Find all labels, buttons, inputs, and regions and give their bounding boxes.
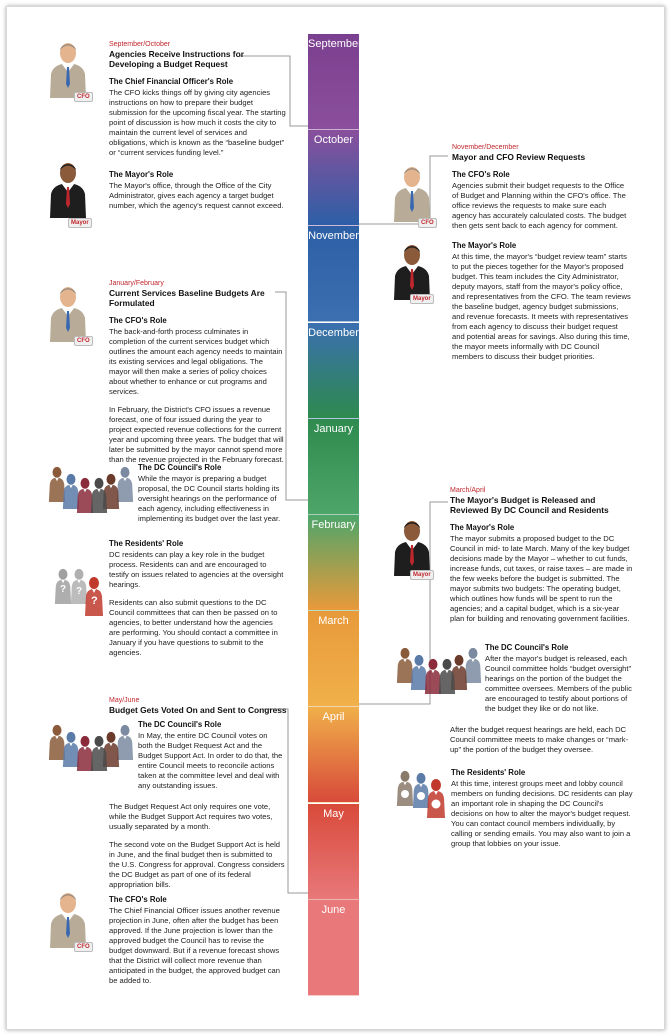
role-text: DC residents can play a key role in the budget process. Residents can and are encouraged to testify on issues related to agencies at the oversight hearings. <box>109 550 284 589</box>
residents-block-jan-feb <box>109 539 285 658</box>
month-december: December <box>308 323 359 419</box>
council-more-may-jun <box>109 801 285 890</box>
month-january: January <box>308 419 359 515</box>
role-text: The Chief Financial Officer issues another revenue projection in June, often after the budget has been approved. If the June projection is lower than the approved budget the Council has to revise the budget downward. But if a revenue forecast shows that the District will collect more revenue than anticipated in the budget, the approved budget can be added to. <box>109 906 280 985</box>
role-text: The back-and-forth process culminates in completion of the current services budget which outlines the amount each agency needs to maintain its existing services and legal obligations. The mayor will then make a series of policy choices about whether to enhance or cut programs and services. <box>109 327 283 396</box>
month-march: March <box>308 611 359 707</box>
council-group-figure <box>48 462 136 514</box>
role-text: Agencies submit their budget requests to the Office of Budget and Planning within the CFO's office. The office reviews the requests to make sure each agency has accurately calculated costs. The budget then gets sent back to each agency for comment. <box>452 181 627 230</box>
role-text: In February, the District's CFO issues a revenue forecast, one of four issued during the year to project expected revenue collections for the current year and upcoming three years. The budget that will later be submitted by the mayor cannot spend more than the revenue projected in the February forecast. <box>109 405 284 464</box>
role-heading: The Mayor's Role <box>452 241 517 250</box>
svg-text:?: ? <box>76 586 83 597</box>
mayor-figure <box>392 244 434 304</box>
section-title: Current Services Baseline Budgets Are Formulated <box>109 288 265 308</box>
section-date: November/December <box>452 144 519 151</box>
cfo-block-may-jun <box>109 895 284 986</box>
section-sep-oct <box>109 40 287 211</box>
cfo-person-icon <box>48 42 88 98</box>
residents-question-icon <box>52 566 108 616</box>
council-block-mar-apr <box>485 643 635 714</box>
month-april: April <box>308 707 359 803</box>
role-text: The mayor submits a proposed budget to the DC Council in mid- to late March. Many of the key budget decisions made by the Mayor – whether to cut funds, increase funds, cut taxes, or raise taxes – are made in the few weeks before the budget is submitted. The mayor submits two budgets: The operating budget, which outlines how funds will be spent to run the agencies; and a capital budget, which is a six-year plan for building and renovating government facilities. <box>450 534 633 623</box>
month-timeline <box>308 34 362 996</box>
role-text: At this time, interest groups meet and lobby council members on funding decisions. DC residents can play an important role in shaping the DC Council's decisions on how to alter the mayor's budget request. You can contact council members individually, by calling or sending emails. You may also want to join a group that lobbies on your issue. <box>451 779 633 848</box>
role-heading: The Residents' Role <box>451 768 526 777</box>
section-mar-apr <box>450 486 635 624</box>
role-heading: The DC Council's Role <box>485 643 569 652</box>
mayor-figure <box>48 162 90 226</box>
month-october: October <box>308 130 359 226</box>
section-date: January/February <box>109 280 164 287</box>
role-heading: The DC Council's Role <box>138 720 222 729</box>
section-nov-dec <box>452 143 632 362</box>
month-february: February <box>308 515 359 611</box>
cfo-badge: CFO <box>74 92 93 102</box>
month-november: November <box>308 226 359 322</box>
mayor-person-icon <box>48 162 88 218</box>
council-group-icon <box>48 720 136 772</box>
council-group-figure <box>48 720 136 772</box>
residents-block-mar-apr <box>451 768 635 849</box>
mayor-badge: Mayor <box>410 294 434 304</box>
section-title: The Mayor's Budget is Released and Reviewed By DC Council and Residents <box>450 495 609 515</box>
role-text: While the mayor is preparing a budget proposal, the DC Council starts holding its oversight hearings on the performance of each agency, including effectiveness in implementing its budget over the last year. <box>138 474 281 523</box>
role-text: At this time, the mayor's “budget review team” starts to put the pieces together for the Mayor's proposed budget. This team includes the City Administrator, deputy mayors, staff from the mayor's policy office, and representatives from the CFO. The team reviews the baseline budget, agency budget submissions, and revenue forecasts. It meets with representatives from each agency to discuss their budget request and potential areas for savings. Also during this time, the mayor meets informally with DC Council members to discuss their budget priorities. <box>452 252 631 361</box>
residents-group-figure <box>394 768 450 818</box>
mayor-person-icon <box>392 244 432 300</box>
role-text: Residents can also submit questions to the DC Council committees that can then be passed on to agencies, to better understand how the agencies are performing. You should contact a committee in January if you have questions to submit to the agencies. <box>109 598 278 657</box>
role-heading: The CFO's Role <box>452 170 510 179</box>
role-heading: The Chief Financial Officer's Role <box>109 77 234 86</box>
council-group-icon <box>48 462 136 514</box>
role-heading: The Mayor's Role <box>450 523 515 532</box>
month-may: May <box>308 804 359 900</box>
section-jan-feb <box>109 279 284 465</box>
cfo-figure <box>48 892 90 952</box>
mayor-person-icon <box>392 520 432 576</box>
mayor-figure <box>392 520 434 580</box>
residents-group-figure <box>52 566 108 616</box>
svg-text:?: ? <box>91 595 98 607</box>
month-june: June <box>308 900 359 996</box>
cfo-badge: CFO <box>74 942 93 952</box>
council-after-mar-apr <box>450 724 635 755</box>
role-heading: The CFO's Role <box>109 316 167 325</box>
section-title: Mayor and CFO Review Requests <box>452 152 586 162</box>
role-heading: The CFO's Role <box>109 895 167 904</box>
role-text: The second vote on the Budget Support Act is held in June, and the final budget then is submitted to the U.S. Congress for approval. Congress considers the DC Budget as part of one of its federal appropriation bills. <box>109 840 285 889</box>
section-title: Budget Gets Voted On and Sent to Congress <box>109 705 287 715</box>
section-date: May/June <box>109 697 140 704</box>
role-heading: The Residents' Role <box>109 539 184 548</box>
section-title: Agencies Receive Instructions for Developing a Budget Request <box>109 49 244 69</box>
cfo-figure <box>48 286 90 346</box>
role-heading: The DC Council's Role <box>138 463 222 472</box>
role-text: The Budget Request Act only requires one vote, while the Budget Support Act requires two votes, usually separated by a month. <box>109 802 273 831</box>
role-text: After the mayor's budget is released, each Council committee holds “budget oversight” hearings on the portion of the budget the committee oversees. Members of the public are encouraged to testify about portions of the budget they like or do not like. <box>485 654 632 713</box>
role-text: The CFO kicks things off by giving city agencies instructions on how to prepare their budget submission for the upcoming fiscal year. The starting point of discussion is how much it costs the city to maintain the current level of services and obligations, which is known as the “baseline budget” or “current services funding level.” <box>109 88 286 157</box>
role-text: The Mayor's office, through the Office of the City Administrator, gives each agency a target budget number, which the agency's request cannot exceed. <box>109 181 284 210</box>
cfo-person-icon <box>392 166 432 222</box>
section-date: March/April <box>450 487 486 494</box>
cfo-badge: CFO <box>74 336 93 346</box>
council-group-figure <box>396 643 484 695</box>
section-date: September/October <box>109 41 171 48</box>
role-text: After the budget request hearings are held, each DC Council committee meets to make changes or “mark-up” the portion of the budget they oversee. <box>450 725 629 754</box>
council-block-may-jun <box>138 720 284 791</box>
cfo-figure <box>48 42 90 102</box>
role-text: In May, the entire DC Council votes on both the Budget Request Act and the Budget Support Act. In order to do that, the entire Council meets to reconcile actions taken at the committee level and deal with any outstanding issues. <box>138 731 283 790</box>
cfo-figure <box>392 166 434 226</box>
svg-text:?: ? <box>60 584 67 595</box>
council-block-jan-feb <box>138 463 284 524</box>
cfo-person-icon <box>48 286 88 342</box>
residents-contact-icon <box>394 768 450 818</box>
cfo-badge: CFO <box>418 218 437 228</box>
month-september: September <box>308 34 359 130</box>
section-may-jun <box>109 696 289 715</box>
mayor-badge: Mayor <box>410 570 434 580</box>
role-heading: The Mayor's Role <box>109 170 174 179</box>
council-group-icon <box>396 643 484 695</box>
mayor-badge: Mayor <box>68 218 92 228</box>
cfo-person-icon <box>48 892 88 948</box>
